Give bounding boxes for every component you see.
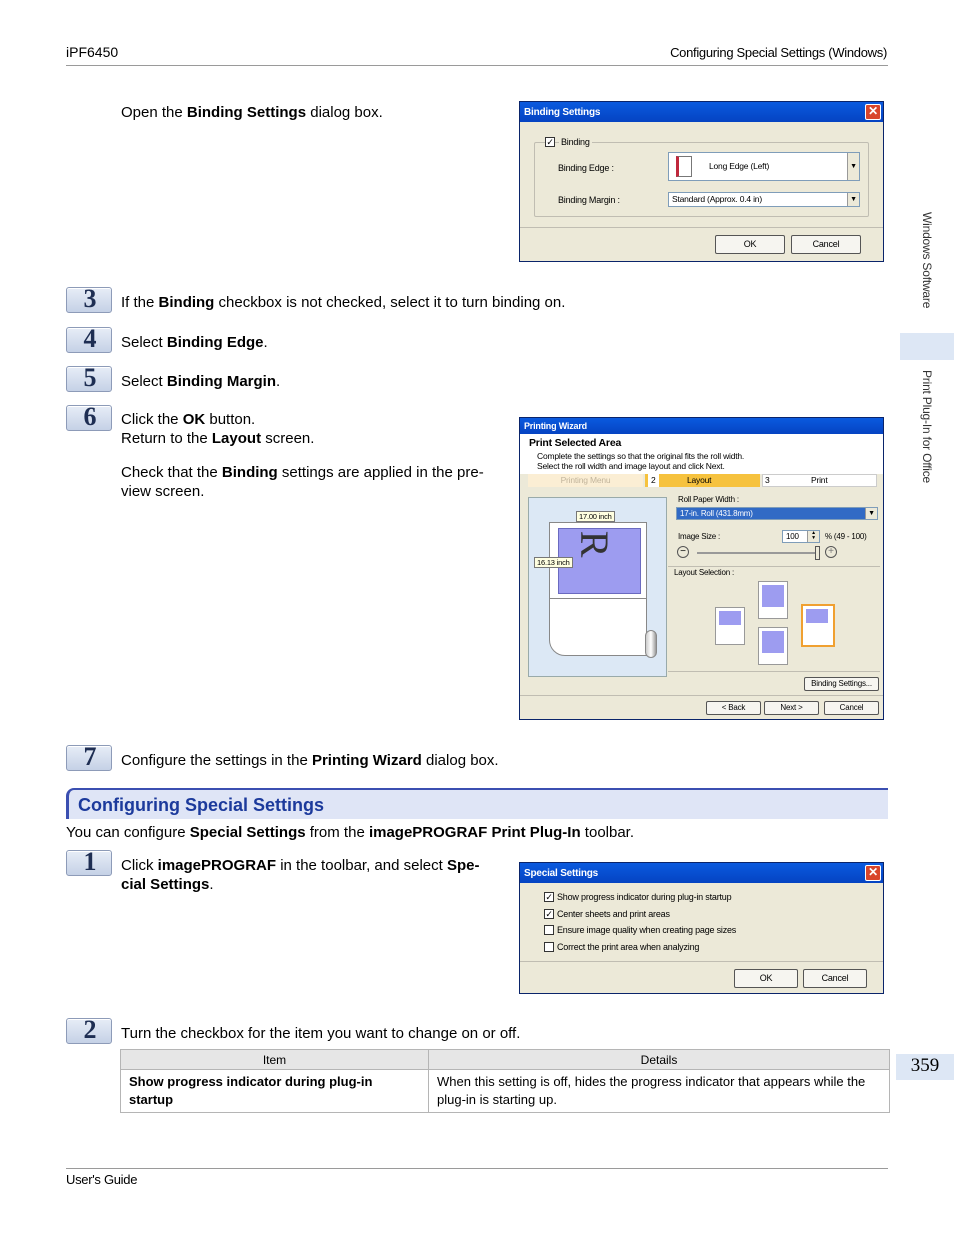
side-tab-highlight bbox=[900, 333, 954, 360]
dialog-title: Printing Wizard bbox=[520, 418, 883, 434]
slider-thumb[interactable] bbox=[815, 546, 820, 560]
preview-pane bbox=[528, 497, 667, 677]
substep-1-text: Click imagePROGRAF in the toolbar, and select Spe- cial Settings. bbox=[121, 857, 480, 893]
step-7-text: Configure the settings in the Printing Wizard dialog box. bbox=[121, 752, 499, 769]
layout-thumb-image bbox=[719, 611, 741, 625]
step-badge-7: 7 bbox=[66, 745, 112, 771]
dialog-divider bbox=[520, 961, 884, 962]
header-rule bbox=[66, 65, 888, 66]
step-badge-6: 6 bbox=[66, 405, 112, 431]
separator bbox=[668, 566, 880, 567]
layout-selection-label: Layout Selection : bbox=[674, 568, 734, 577]
width-dimension: 17.00 inch bbox=[576, 511, 615, 522]
cancel-button[interactable]: Cancel bbox=[791, 235, 861, 254]
wizard-tab-print[interactable]: 3 Print bbox=[762, 474, 877, 487]
table-header-details: Details bbox=[429, 1050, 890, 1070]
label-center-sheets: Center sheets and print areas bbox=[557, 909, 670, 919]
book-icon bbox=[676, 156, 692, 177]
table-row bbox=[121, 1070, 890, 1113]
table-cell-details: When this setting is off, hides the progress indicator that appears while the plug-in is starting up. bbox=[429, 1070, 890, 1113]
header-model: iPF6450 bbox=[66, 44, 119, 60]
separator bbox=[668, 671, 880, 672]
step-badge-4: 4 bbox=[66, 327, 112, 353]
section-intro: You can configure Special Settings from the imagePROGRAF Print Plug-In toolbar. bbox=[66, 824, 635, 841]
step-badge-3: 3 bbox=[66, 287, 112, 313]
zoom-in-icon[interactable]: + bbox=[825, 546, 837, 558]
image-size-range: % (49 - 100) bbox=[825, 532, 867, 541]
dialog-title: Special Settings bbox=[520, 863, 883, 883]
roll-end-icon bbox=[645, 630, 657, 658]
layout-option-flipped[interactable] bbox=[758, 627, 788, 665]
layout-option-rotate-left[interactable] bbox=[715, 607, 745, 645]
wizard-desc-2: Select the roll width and image layout and click Next. bbox=[537, 461, 725, 471]
side-tab-print-plugin[interactable]: Print Plug-In for Office bbox=[920, 370, 934, 484]
substep-2-text: Turn the checkbox for the item you want to change on or off. bbox=[121, 1025, 521, 1042]
checkbox-ensure-quality[interactable] bbox=[544, 925, 554, 935]
side-tab-windows-software[interactable]: Windows Software bbox=[920, 212, 934, 309]
dialog-divider bbox=[520, 695, 884, 696]
ok-button[interactable]: OK bbox=[715, 235, 785, 254]
roll-width-label: Roll Paper Width : bbox=[678, 495, 739, 504]
layout-option-normal[interactable] bbox=[758, 581, 788, 619]
table-header-item: Item bbox=[121, 1050, 429, 1070]
checkbox-center-sheets[interactable]: ✓ bbox=[545, 909, 553, 919]
next-button[interactable]: Next > bbox=[764, 701, 819, 715]
cancel-button[interactable]: Cancel bbox=[824, 701, 879, 715]
binding-margin-label: Binding Margin : bbox=[558, 195, 620, 205]
footer-rule bbox=[66, 1168, 888, 1169]
step-3-text: If the Binding checkbox is not checked, select it to turn binding on. bbox=[121, 294, 566, 311]
layout-thumb-image bbox=[762, 631, 784, 653]
footer-label: User's Guide bbox=[66, 1172, 138, 1187]
zoom-out-icon[interactable]: − bbox=[677, 546, 689, 558]
back-button[interactable]: < Back bbox=[706, 701, 761, 715]
special-settings-dialog bbox=[519, 862, 884, 994]
preview-letter: R bbox=[572, 530, 618, 558]
binding-margin-select[interactable]: Standard (Approx. 0.4 in) ▼ bbox=[668, 192, 860, 207]
binding-checkbox-label: Binding bbox=[561, 137, 590, 147]
close-icon[interactable]: ✕ bbox=[865, 104, 881, 120]
ok-button[interactable]: OK bbox=[734, 969, 798, 988]
chevron-down-icon: ▼ bbox=[865, 508, 877, 519]
page-number: 359 bbox=[910, 1055, 940, 1076]
roll-width-select[interactable]: 17-in. Roll (431.8mm) ▼ bbox=[676, 507, 878, 520]
printing-wizard-dialog bbox=[519, 417, 884, 720]
dialog-title: Binding Settings bbox=[520, 102, 883, 122]
settings-table bbox=[120, 1049, 890, 1113]
section-heading: Configuring Special Settings bbox=[66, 788, 888, 819]
step-4-text: Select Binding Edge. bbox=[121, 334, 268, 351]
label-ensure-quality: Ensure image quality when creating page sizes bbox=[557, 925, 737, 935]
cancel-button[interactable]: Cancel bbox=[803, 969, 867, 988]
table-header-row bbox=[121, 1050, 890, 1070]
substep-badge-1: 1 bbox=[66, 850, 112, 876]
dialog-divider bbox=[520, 227, 884, 228]
intro-text: Open the Binding Settings dialog box. bbox=[121, 104, 383, 121]
layout-option-rotate-right-selected[interactable] bbox=[801, 604, 835, 647]
checkbox-progress-indicator[interactable]: ✓ bbox=[545, 892, 553, 902]
wizard-tab-layout[interactable]: 2 Layout bbox=[645, 474, 760, 487]
step-6-text: Click the OK button. Return to the Layout screen. Check that the Binding settings are applied in the pre- view screen. bbox=[121, 411, 484, 500]
binding-settings-button[interactable]: Binding Settings... bbox=[804, 677, 879, 691]
wizard-heading: Print Selected Area bbox=[529, 437, 622, 449]
image-size-input[interactable]: 100 ▲ ▼ bbox=[782, 530, 820, 543]
label-correct-print-area: Correct the print area when analyzing bbox=[557, 942, 700, 952]
chevron-down-icon: ▼ bbox=[847, 153, 859, 180]
preview-roll bbox=[549, 598, 647, 656]
spinner-icon[interactable]: ▲ ▼ bbox=[807, 531, 819, 542]
layout-thumb-image bbox=[806, 609, 828, 623]
step-5-text: Select Binding Margin. bbox=[121, 373, 281, 390]
wizard-desc-1: Complete the settings so that the original fits the roll width. bbox=[537, 451, 745, 461]
step-badge-5: 5 bbox=[66, 366, 112, 392]
substep-badge-2: 2 bbox=[66, 1018, 112, 1044]
binding-edge-select[interactable]: Long Edge (Left) ▼ bbox=[668, 152, 860, 181]
binding-settings-dialog bbox=[519, 101, 884, 262]
header-section: Configuring Special Settings (Windows) bbox=[670, 45, 887, 60]
binding-checkbox[interactable]: ✓ bbox=[546, 137, 554, 147]
checkbox-correct-print-area[interactable] bbox=[544, 942, 554, 952]
close-icon[interactable]: ✕ bbox=[865, 865, 881, 881]
label-progress-indicator: Show progress indicator during plug-in startup bbox=[557, 892, 732, 902]
binding-edge-label: Binding Edge : bbox=[558, 163, 614, 173]
layout-thumb-image bbox=[762, 585, 784, 607]
wizard-tab-printing-menu[interactable]: Printing Menu bbox=[528, 474, 643, 487]
image-size-label: Image Size : bbox=[678, 532, 721, 541]
image-size-slider[interactable] bbox=[697, 552, 815, 554]
table-cell-item: Show progress indicator during plug-in startup bbox=[121, 1070, 429, 1113]
chevron-down-icon: ▼ bbox=[847, 193, 859, 206]
height-dimension: 16.13 inch bbox=[534, 557, 573, 568]
